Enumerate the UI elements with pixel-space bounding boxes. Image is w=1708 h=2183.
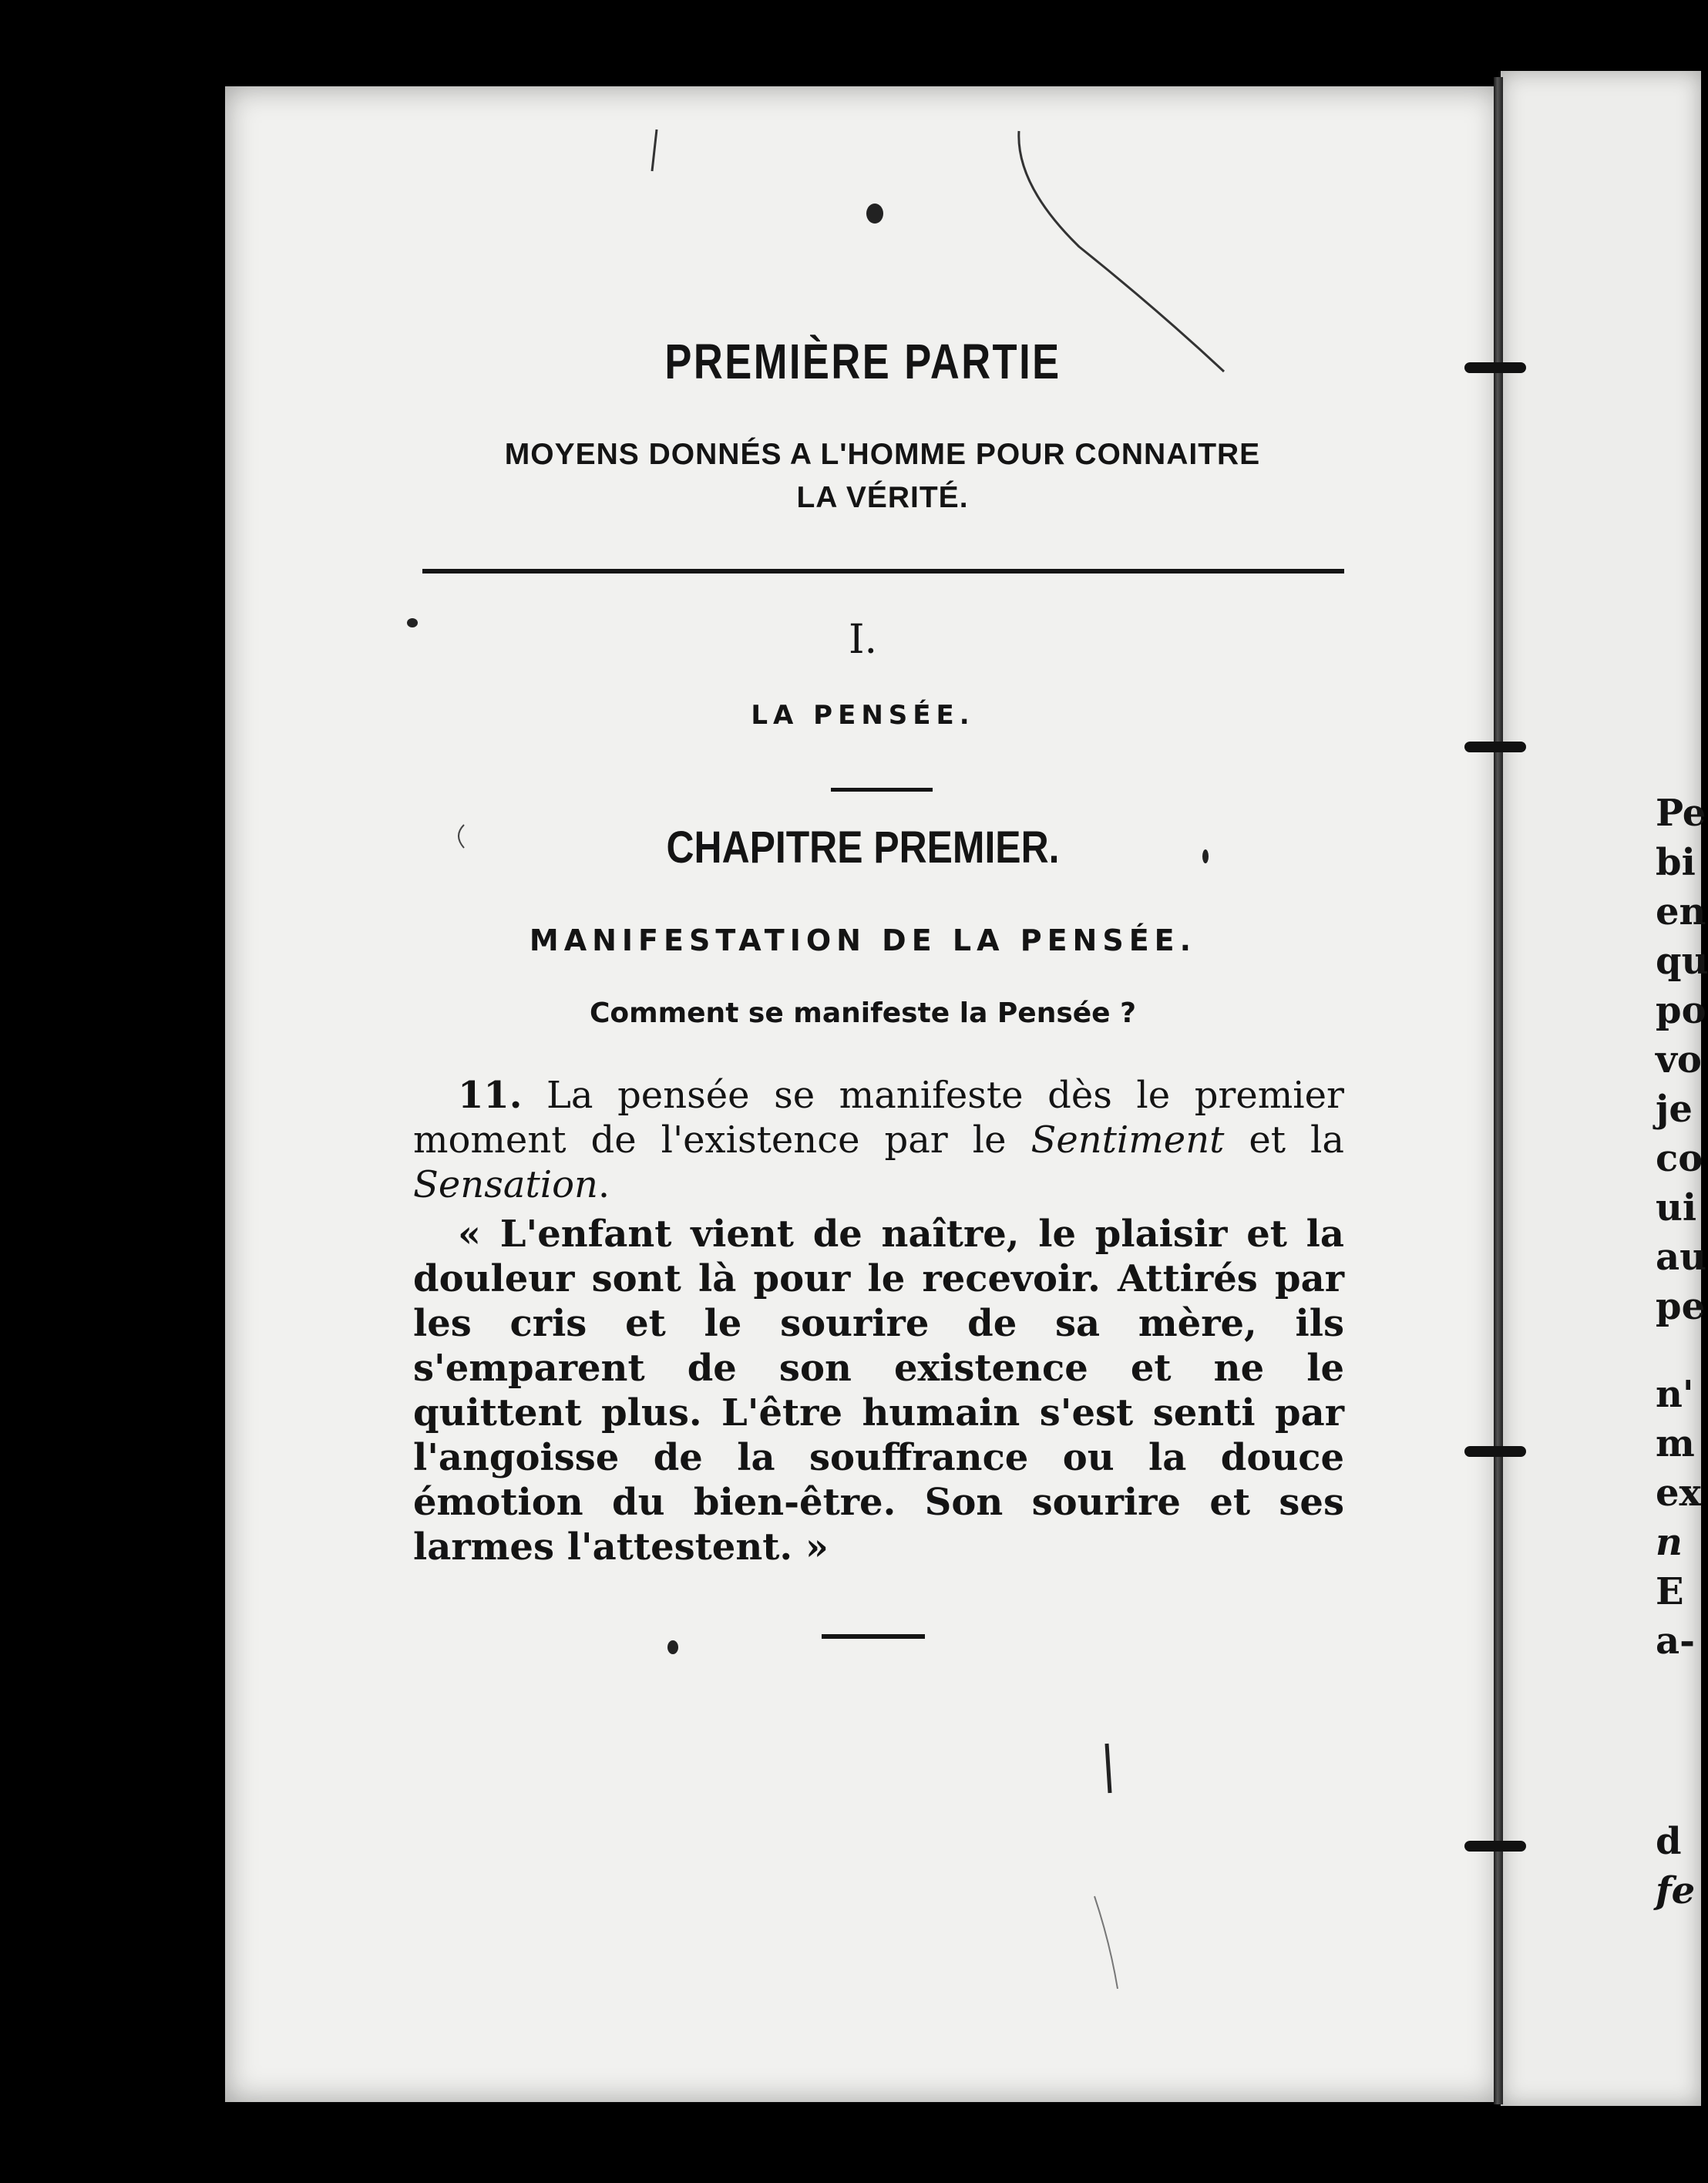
facing-text-fragment: po	[1656, 989, 1706, 1032]
facing-text-fragment: fe	[1656, 1869, 1696, 1912]
facing-text-fragment: vo	[1656, 1038, 1702, 1081]
facing-text-fragment: bi	[1656, 841, 1696, 884]
section-title: LA PENSÉE.	[751, 700, 975, 731]
chapter-title: CHAPITRE PREMIER.	[666, 822, 1060, 873]
facing-text-fragment: m	[1656, 1422, 1695, 1465]
facing-text-fragment: a-	[1656, 1620, 1696, 1663]
emphasis-sensation: Sensation	[413, 1163, 598, 1206]
facing-text-fragment: ui	[1656, 1186, 1697, 1229]
facing-text-fragment: Pe	[1656, 792, 1706, 835]
paragraph-text: et la	[1224, 1118, 1344, 1162]
part-title: PREMIÈRE PARTIE	[664, 334, 1061, 389]
facing-text-fragment: d	[1656, 1820, 1682, 1863]
paragraph-text: La pensée se manifeste dès le premier moment de l'existence par le	[413, 1074, 1344, 1162]
section-number: I.	[848, 617, 878, 663]
facing-text-fragment: je	[1656, 1088, 1693, 1131]
facing-text-fragment: co	[1656, 1137, 1703, 1180]
chapter-subtitle: MANIFESTATION DE LA PENSÉE.	[529, 923, 1197, 957]
facing-text-fragment: au	[1656, 1236, 1706, 1279]
facing-text-fragment: en	[1656, 890, 1706, 933]
facing-text-fragment: n	[1656, 1521, 1683, 1564]
paragraph-text: .	[597, 1163, 610, 1206]
facing-text-fragment: qu	[1656, 940, 1708, 983]
question-heading: Comment se manifeste la Pensée ?	[589, 997, 1137, 1029]
facing-text-fragment: ex	[1656, 1472, 1702, 1515]
emphasis-sentiment: Sentiment	[1031, 1118, 1225, 1162]
facing-text-fragment: E	[1656, 1570, 1684, 1613]
paragraph-number: 11.	[458, 1074, 523, 1117]
facing-text-fragment: n'	[1656, 1373, 1694, 1416]
part-subtitle-line-2: LA VÉRITÉ.	[796, 481, 969, 514]
part-subtitle-line-1: MOYENS DONNÉS A L'HOMME POUR CONNAITRE	[504, 438, 1261, 471]
facing-text-fragment: pe	[1656, 1285, 1706, 1328]
quotation-paragraph: « L'enfant vient de naître, le plaisir et la douleur sont là pour le recevoir. Attirés par les cris et le sourire de sa mère, ils s'emparent de son existence et ne le quittent plus. L'être humain s'est senti par l'angoisse de la souffrance ou la douce émotion du bien-être. Son sourire et ses larmes l'attestent. »	[413, 1213, 1344, 1569]
